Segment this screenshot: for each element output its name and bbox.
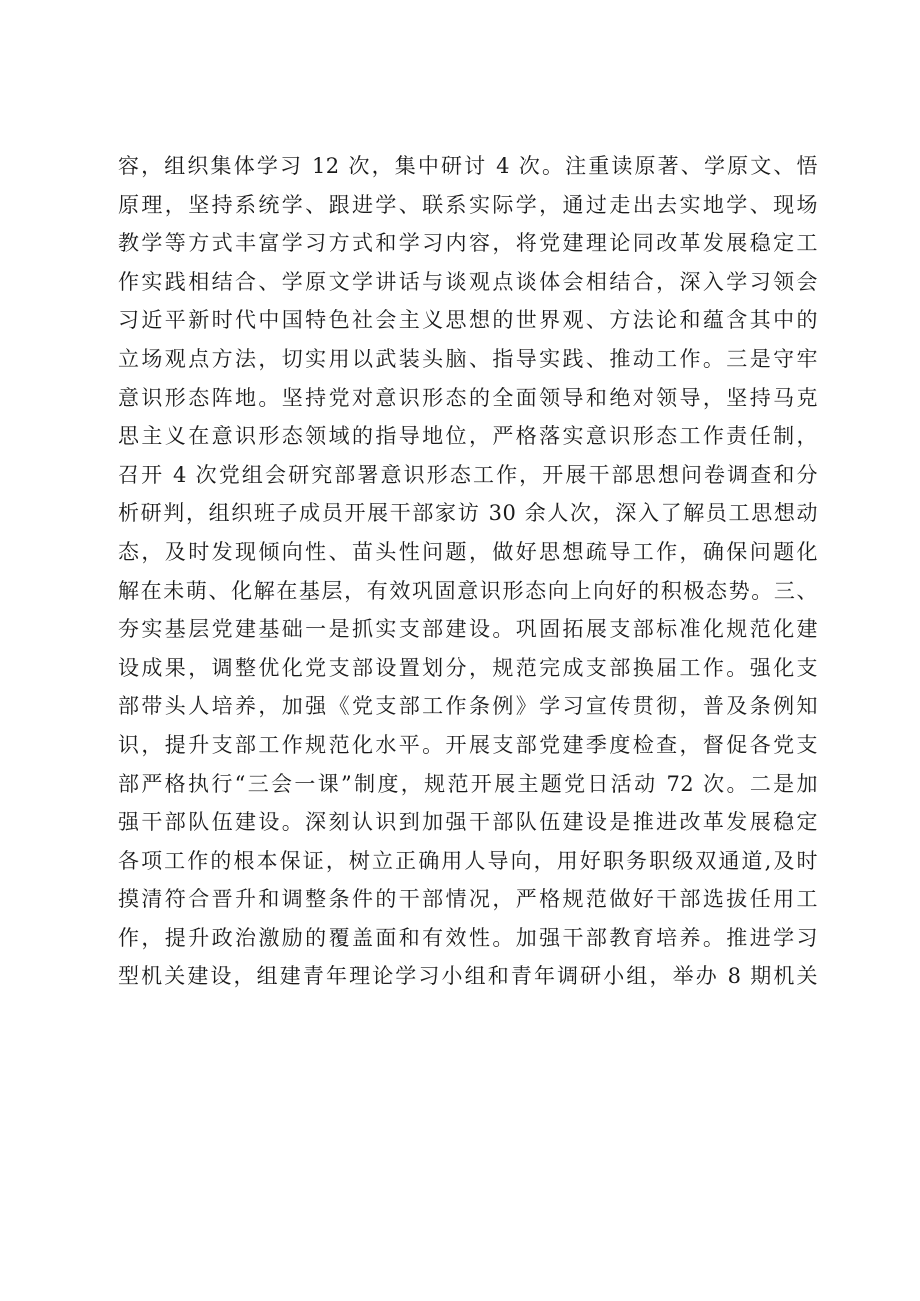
text-line: 习近平新时代中国特色社会主义思想的世界观、方法论和蕴含其中的 xyxy=(118,308,818,333)
text-line: 态，及时发现倾向性、苗头性问题，做好思想疏导工作，确保问题化 xyxy=(118,539,818,564)
text-line: 识，提升支部工作规范化水平。开展支部党建季度检查，督促各党支 xyxy=(118,732,818,757)
text-line: 作，提升政治激励的覆盖面和有效性。加强干部教育培养。推进学习 xyxy=(118,925,818,950)
text-line: 部严格执行“三会一课”制度，规范开展主题党日活动 72 次。二是加 xyxy=(118,771,818,796)
text-line: 强干部队伍建设。深刻认识到加强干部队伍建设是推进改革发展稳定 xyxy=(118,810,818,835)
text-line: 原理，坚持系统学、跟进学、联系实际学，通过走出去实地学、现场 xyxy=(118,192,818,217)
text-line: 教学等方式丰富学习方式和学习内容，将党建理论同改革发展稳定工 xyxy=(118,231,818,256)
text-line: 夯实基层党建基础一是抓实支部建设。巩固拓展支部标准化规范化建 xyxy=(118,617,818,642)
text-line: 作实践相结合、学原文学讲话与谈观点谈体会相结合，深入学习领会 xyxy=(118,269,818,294)
text-line: 部带头人培养，加强《党支部工作条例》学习宣传贯彻，普及条例知 xyxy=(118,694,818,719)
text-line: 召开 4 次党组会研究部署意识形态工作，开展干部思想问卷调查和分 xyxy=(118,462,818,487)
text-line: 设成果，调整优化党支部设置划分，规范完成支部换届工作。强化支 xyxy=(118,655,818,680)
text-line: 意识形态阵地。坚持党对意识形态的全面领导和绝对领导，坚持马克 xyxy=(118,385,818,410)
text-line: 容，组织集体学习 12 次，集中研讨 4 次。注重读原著、学原文、悟 xyxy=(118,154,818,178)
text-line: 各项工作的根本保证，树立正确用人导向，用好职务职级双通道,及时 xyxy=(118,848,818,873)
text-line: 析研判，组织班子成员开展干部家访 30 余人次，深入了解员工思想动 xyxy=(118,501,818,526)
text-line: 型机关建设，组建青年理论学习小组和青年调研小组，举办 8 期机关 xyxy=(118,964,818,989)
text-line: 立场观点方法，切实用以武装头脑、指导实践、推动工作。三是守牢 xyxy=(118,346,818,371)
text-line: 解在未萌、化解在基层，有效巩固意识形态向上向好的积极态势。三、 xyxy=(118,578,818,603)
text-line: 摸清符合晋升和调整条件的干部情况，严格规范做好干部选拔任用工 xyxy=(118,887,818,912)
body-text xyxy=(118,147,818,996)
text-line: 思主义在意识形态领域的指导地位，严格落实意识形态工作责任制， xyxy=(118,424,818,449)
